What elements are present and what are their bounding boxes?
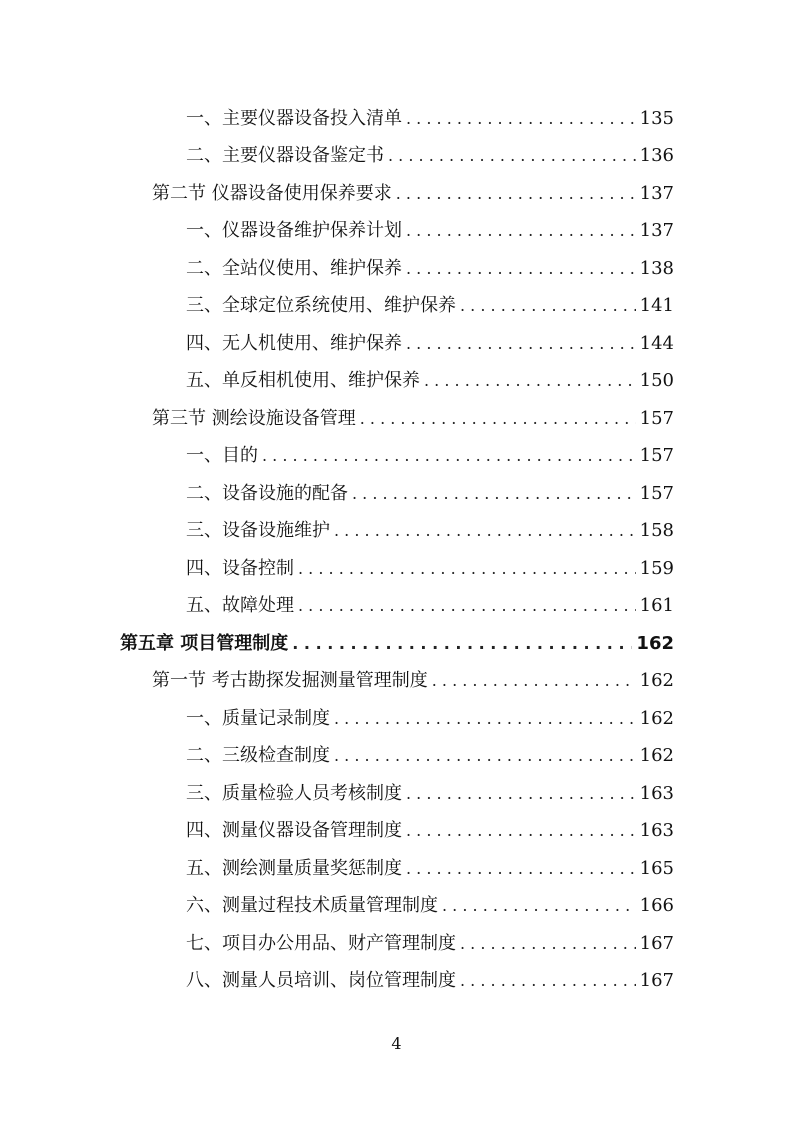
toc-entry-item[interactable]	[0, 550, 793, 588]
toc-entry-page-number: 163	[639, 782, 674, 804]
toc-entry-page-number: 157	[639, 407, 674, 429]
toc-dot-leader	[406, 261, 636, 277]
toc-entry-title: 五、故障处理	[186, 595, 294, 617]
page-number: 4	[391, 1034, 402, 1053]
toc-entry-page-number: 167	[639, 970, 674, 992]
toc-entry-title: 二、三级检查制度	[186, 745, 330, 767]
toc-entry-title: 三、全球定位系统使用、维护保养	[186, 295, 456, 317]
toc-dot-leader	[460, 973, 636, 989]
toc-entry-item[interactable]	[0, 138, 793, 176]
toc-entry-page-number: 162	[639, 670, 674, 692]
toc-entry-page-number: 137	[639, 182, 674, 204]
toc-dot-leader	[334, 523, 636, 539]
toc-entry-page-number: 158	[639, 520, 674, 542]
toc-entry-item[interactable]	[0, 438, 793, 476]
toc-entry-page-number: 157	[639, 445, 674, 467]
toc-entry-section[interactable]	[0, 663, 793, 701]
toc-entry-title: 二、主要仪器设备鉴定书	[186, 145, 384, 167]
toc-entry-item[interactable]	[0, 100, 793, 138]
toc-entry-item[interactable]	[0, 325, 793, 363]
toc-entry-page-number: 138	[639, 257, 674, 279]
toc-dot-leader	[352, 486, 636, 502]
toc-dot-leader	[334, 748, 636, 764]
toc-dot-leader	[432, 673, 636, 689]
toc-entry-page-number: 162	[639, 745, 674, 767]
toc-entry-section[interactable]	[0, 175, 793, 213]
toc-entry-item[interactable]	[0, 925, 793, 963]
toc-entry-page-number: 161	[639, 595, 674, 617]
toc-entry-title: 第三节 测绘设施设备管理	[152, 407, 356, 429]
toc-entry-item[interactable]	[0, 363, 793, 401]
toc-entry-title: 第五章 项目管理制度	[120, 632, 289, 654]
toc-entry-title: 一、质量记录制度	[186, 707, 330, 729]
toc-entry-title: 三、质量检验人员考核制度	[186, 782, 402, 804]
toc-entry-item[interactable]	[0, 288, 793, 326]
toc-entry-page-number: 141	[639, 295, 674, 317]
toc-entry-item[interactable]	[0, 700, 793, 738]
toc-dot-leader	[388, 148, 636, 164]
toc-dot-leader	[406, 861, 636, 877]
toc-entry-title: 七、项目办公用品、财产管理制度	[186, 932, 456, 954]
toc-dot-leader	[424, 373, 636, 389]
toc-dot-leader	[262, 448, 636, 464]
toc-entry-page-number: 166	[639, 895, 674, 917]
toc-entry-title: 四、设备控制	[186, 557, 294, 579]
toc-entry-title: 一、目的	[186, 445, 258, 467]
toc-entry-page-number: 162	[636, 632, 674, 654]
toc-entry-item[interactable]	[0, 588, 793, 626]
toc-entry-title: 五、单反相机使用、维护保养	[186, 370, 420, 392]
toc-entry-title: 一、仪器设备维护保养计划	[186, 220, 402, 242]
toc-entry-item[interactable]	[0, 850, 793, 888]
toc-entry-title: 五、测绘测量质量奖惩制度	[186, 857, 402, 879]
toc-dot-leader	[406, 823, 636, 839]
toc-entry-page-number: 135	[639, 107, 674, 129]
toc-entry-title: 三、设备设施维护	[186, 520, 330, 542]
toc-entry-title: 一、主要仪器设备投入清单	[186, 107, 402, 129]
toc-entry-item[interactable]	[0, 813, 793, 851]
toc-dot-leader	[292, 636, 632, 652]
toc-entry-title: 四、无人机使用、维护保养	[186, 332, 402, 354]
toc-entry-page-number: 167	[639, 932, 674, 954]
toc-entry-item[interactable]	[0, 738, 793, 776]
toc-entry-item[interactable]	[0, 963, 793, 1001]
toc-entry-item[interactable]	[0, 250, 793, 288]
toc-entry-chapter[interactable]	[0, 625, 793, 663]
toc-dot-leader	[406, 111, 636, 127]
toc-dot-leader	[406, 786, 636, 802]
toc-dot-leader	[406, 223, 636, 239]
toc-dot-leader	[298, 598, 636, 614]
toc-entry-title: 八、测量人员培训、岗位管理制度	[186, 970, 456, 992]
toc-entry-item[interactable]	[0, 475, 793, 513]
toc-dot-leader	[298, 561, 636, 577]
toc-dot-leader	[406, 336, 636, 352]
toc-entry-page-number: 157	[639, 482, 674, 504]
toc-entry-title: 四、测量仪器设备管理制度	[186, 820, 402, 842]
toc-entry-page-number: 136	[639, 145, 674, 167]
toc-entry-item[interactable]	[0, 888, 793, 926]
toc-dot-leader	[460, 936, 636, 952]
toc-dot-leader	[460, 298, 636, 314]
toc-entry-item[interactable]	[0, 513, 793, 551]
toc-entry-page-number: 165	[639, 857, 674, 879]
toc-entry-title: 二、设备设施的配备	[186, 482, 348, 504]
toc-entry-page-number: 163	[639, 820, 674, 842]
toc-entry-item[interactable]	[0, 213, 793, 251]
toc-entry-item[interactable]	[0, 775, 793, 813]
toc-entry-page-number: 144	[639, 332, 674, 354]
toc-entry-page-number: 150	[639, 370, 674, 392]
toc-dot-leader	[334, 711, 636, 727]
toc-entry-title: 第一节 考古勘探发掘测量管理制度	[152, 670, 428, 692]
toc-dot-leader	[360, 411, 636, 427]
toc-entry-title: 二、全站仪使用、维护保养	[186, 257, 402, 279]
toc-entry-section[interactable]	[0, 400, 793, 438]
toc-entry-page-number: 162	[639, 707, 674, 729]
toc-entry-title: 六、测量过程技术质量管理制度	[186, 895, 438, 917]
toc-entry-title: 第二节 仪器设备使用保养要求	[152, 182, 392, 204]
table-of-contents	[0, 100, 793, 1000]
toc-entry-page-number: 159	[639, 557, 674, 579]
toc-dot-leader	[442, 898, 636, 914]
toc-dot-leader	[396, 186, 636, 202]
toc-entry-page-number: 137	[639, 220, 674, 242]
